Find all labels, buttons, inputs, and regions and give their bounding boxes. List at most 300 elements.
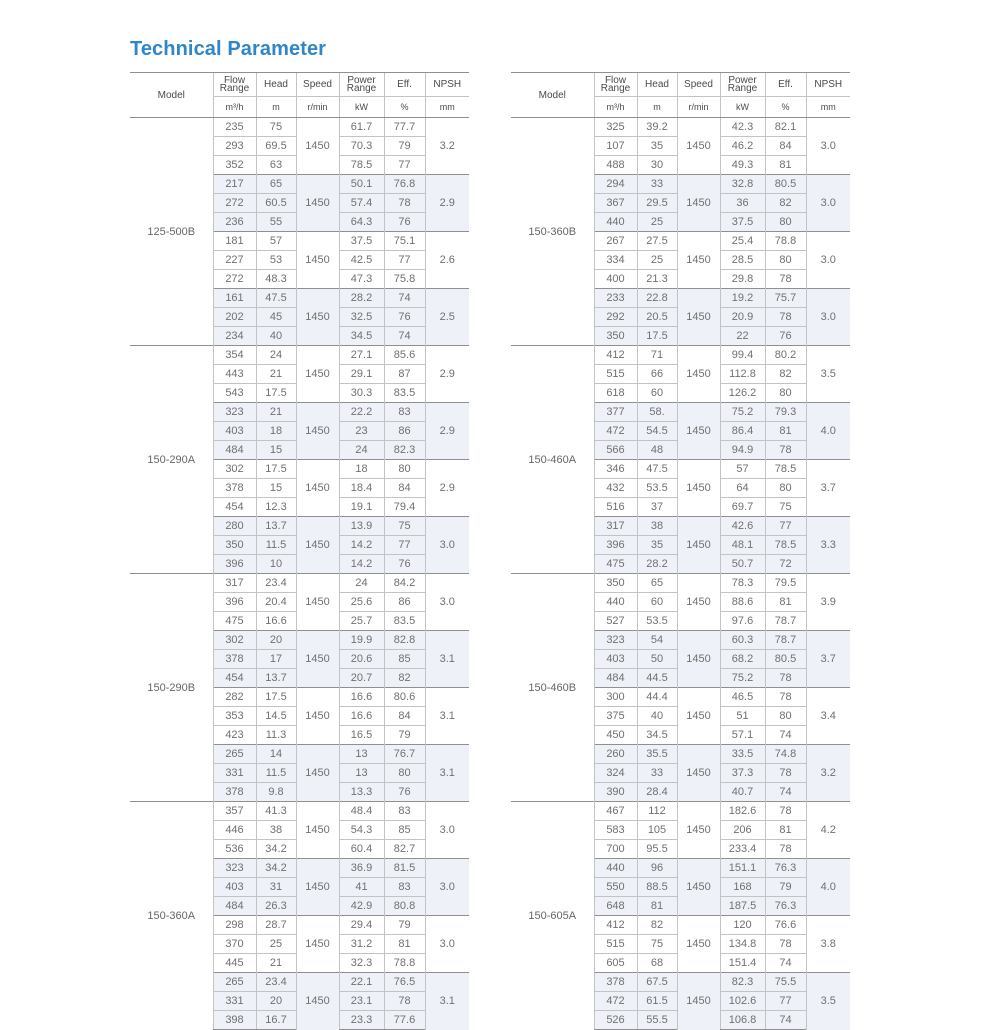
eff-value: 78.8: [765, 232, 806, 251]
power-value: 13: [339, 764, 384, 783]
power-value: 28.5: [720, 251, 765, 270]
eff-value: 75: [384, 517, 425, 536]
model-name: 125-500B: [130, 118, 213, 346]
power-value: 88.6: [720, 593, 765, 612]
flow-unit: m³/h: [213, 97, 256, 118]
eff-value: 80: [765, 707, 806, 726]
head-value: 11.5: [256, 764, 296, 783]
speed-value: 1450: [296, 745, 339, 802]
npsh-value: 4.0: [806, 859, 850, 916]
eff-value: 79: [384, 726, 425, 745]
power-value: 97.6: [720, 612, 765, 631]
head-value: 34.2: [256, 840, 296, 859]
flow-value: 317: [213, 574, 256, 593]
eff-value: 85: [384, 650, 425, 669]
head-value: 50: [637, 650, 677, 669]
eff-value: 81: [765, 156, 806, 175]
speed-value: 1450: [677, 289, 720, 346]
model-header: Model: [511, 73, 594, 118]
power-value: 40.7: [720, 783, 765, 802]
eff-value: 84: [765, 137, 806, 156]
power-value: 13.3: [339, 783, 384, 802]
eff-value: 80: [384, 764, 425, 783]
power-value: 49.3: [720, 156, 765, 175]
eff-value: 75.1: [384, 232, 425, 251]
head-value: 33: [637, 764, 677, 783]
flow-value: 440: [594, 859, 637, 878]
flow-value: 161: [213, 289, 256, 308]
head-value: 37: [637, 498, 677, 517]
head-value: 75: [256, 118, 296, 137]
eff-value: 81.5: [384, 859, 425, 878]
eff-unit: %: [765, 97, 806, 118]
head-unit: m: [256, 97, 296, 118]
power-value: 18.4: [339, 479, 384, 498]
flow-value: 323: [213, 859, 256, 878]
flow-value: 440: [594, 213, 637, 232]
power-value: 151.4: [720, 954, 765, 973]
power-value: 42.9: [339, 897, 384, 916]
head-value: 48: [637, 441, 677, 460]
flow-value: 236: [213, 213, 256, 232]
npsh-value: 2.9: [425, 346, 469, 403]
flow-value: 352: [213, 156, 256, 175]
head-header: Head: [637, 73, 677, 97]
head-value: 16.7: [256, 1011, 296, 1030]
speed-value: 1450: [296, 517, 339, 574]
head-value: 16.6: [256, 612, 296, 631]
eff-value: 75.5: [765, 973, 806, 992]
power-value: 31.2: [339, 935, 384, 954]
npsh-value: 2.9: [425, 175, 469, 232]
head-value: 21: [256, 365, 296, 384]
eff-value: 76: [384, 783, 425, 802]
head-value: 40: [637, 707, 677, 726]
flow-value: 423: [213, 726, 256, 745]
flow-value: 484: [213, 441, 256, 460]
npsh-value: 3.0: [806, 175, 850, 232]
flow-value: 280: [213, 517, 256, 536]
flow-value: 403: [213, 878, 256, 897]
head-value: 61.5: [637, 992, 677, 1011]
power-value: 29.8: [720, 270, 765, 289]
eff-value: 83: [384, 878, 425, 897]
eff-value: 78: [765, 441, 806, 460]
flow-value: 370: [213, 935, 256, 954]
head-value: 30: [637, 156, 677, 175]
power-value: 60.4: [339, 840, 384, 859]
power-value: 14.2: [339, 555, 384, 574]
power-value: 16.5: [339, 726, 384, 745]
head-value: 23.4: [256, 973, 296, 992]
head-value: 60: [637, 593, 677, 612]
power-value: 18: [339, 460, 384, 479]
head-value: 40: [256, 327, 296, 346]
power-value: 94.9: [720, 441, 765, 460]
table-row: [511, 118, 850, 137]
flow-value: 292: [594, 308, 637, 327]
power-value: 22.2: [339, 403, 384, 422]
flow-value: 390: [594, 783, 637, 802]
speed-unit: r/min: [296, 97, 339, 118]
power-value: 42.3: [720, 118, 765, 137]
power-value: 168: [720, 878, 765, 897]
power-value: 47.3: [339, 270, 384, 289]
head-value: 39.2: [637, 118, 677, 137]
eff-value: 81: [765, 821, 806, 840]
head-value: 20.5: [637, 308, 677, 327]
eff-header: Eff.: [384, 73, 425, 97]
flow-value: 700: [594, 840, 637, 859]
eff-value: 72: [765, 555, 806, 574]
head-value: 28.4: [637, 783, 677, 802]
head-value: 66: [637, 365, 677, 384]
npsh-value: 3.5: [806, 346, 850, 403]
eff-value: 76.5: [384, 973, 425, 992]
eff-value: 87: [384, 365, 425, 384]
power-value: 61.7: [339, 118, 384, 137]
npsh-value: 3.5: [806, 973, 850, 1030]
eff-value: 80: [765, 479, 806, 498]
eff-value: 74: [765, 783, 806, 802]
npsh-value: 3.1: [425, 973, 469, 1030]
head-value: 26.3: [256, 897, 296, 916]
npsh-value: 3.1: [425, 745, 469, 802]
flow-value: 445: [213, 954, 256, 973]
power-value: 23: [339, 422, 384, 441]
power-value: 28.2: [339, 289, 384, 308]
speed-value: 1450: [677, 973, 720, 1030]
flow-value: 378: [213, 479, 256, 498]
head-value: 60.5: [256, 194, 296, 213]
power-value: 32.8: [720, 175, 765, 194]
flow-value: 515: [594, 935, 637, 954]
eff-unit: %: [384, 97, 425, 118]
power-value: 102.6: [720, 992, 765, 1011]
npsh-unit: mm: [806, 97, 850, 118]
power-value: 19.1: [339, 498, 384, 517]
power-value: 46.2: [720, 137, 765, 156]
eff-value: 76: [765, 327, 806, 346]
flow-value: 325: [594, 118, 637, 137]
npsh-header: NPSH: [806, 73, 850, 97]
head-value: 24: [256, 346, 296, 365]
eff-value: 78: [765, 270, 806, 289]
eff-value: 83.5: [384, 384, 425, 403]
head-value: 67.5: [637, 973, 677, 992]
head-value: 53: [256, 251, 296, 270]
head-value: 38: [256, 821, 296, 840]
flow-value: 475: [213, 612, 256, 631]
power-value: 75.2: [720, 669, 765, 688]
head-value: 9.8: [256, 783, 296, 802]
flow-value: 484: [594, 669, 637, 688]
head-value: 71: [637, 346, 677, 365]
speed-value: 1450: [296, 232, 339, 289]
head-value: 25: [637, 213, 677, 232]
power-value: 48.4: [339, 802, 384, 821]
power-value: 126.2: [720, 384, 765, 403]
head-value: 47.5: [256, 289, 296, 308]
head-value: 14.5: [256, 707, 296, 726]
flow-value: 353: [213, 707, 256, 726]
flow-value: 350: [594, 574, 637, 593]
flow-value: 396: [213, 555, 256, 574]
head-value: 12.3: [256, 498, 296, 517]
flow-value: 323: [594, 631, 637, 650]
flow-value: 378: [213, 650, 256, 669]
flow-value: 265: [213, 973, 256, 992]
power-header: Power Range: [339, 73, 384, 97]
head-value: 28.2: [637, 555, 677, 574]
power-value: 22.1: [339, 973, 384, 992]
eff-value: 77: [765, 517, 806, 536]
eff-value: 82.1: [765, 118, 806, 137]
flow-value: 334: [594, 251, 637, 270]
speed-value: 1450: [677, 631, 720, 688]
eff-value: 81: [765, 422, 806, 441]
speed-value: 1450: [677, 745, 720, 802]
eff-value: 76.7: [384, 745, 425, 764]
npsh-value: 3.0: [806, 118, 850, 175]
head-value: 54: [637, 631, 677, 650]
flow-value: 396: [594, 536, 637, 555]
power-value: 75.2: [720, 403, 765, 422]
flow-value: 202: [213, 308, 256, 327]
flow-value: 302: [213, 631, 256, 650]
eff-value: 77: [765, 992, 806, 1011]
head-value: 75: [637, 935, 677, 954]
flow-value: 350: [594, 327, 637, 346]
speed-value: 1450: [296, 688, 339, 745]
flow-value: 648: [594, 897, 637, 916]
eff-value: 79: [384, 137, 425, 156]
flow-header: Flow Range: [213, 73, 256, 97]
eff-value: 85: [384, 821, 425, 840]
head-value: 58.: [637, 403, 677, 422]
npsh-value: 3.0: [425, 517, 469, 574]
power-value: 37.5: [720, 213, 765, 232]
power-value: 206: [720, 821, 765, 840]
power-value: 13.9: [339, 517, 384, 536]
power-value: 112.8: [720, 365, 765, 384]
model-header: Model: [130, 73, 213, 118]
npsh-value: 3.0: [425, 859, 469, 916]
head-value: 55.5: [637, 1011, 677, 1030]
head-value: 22.8: [637, 289, 677, 308]
power-value: 20.9: [720, 308, 765, 327]
flow-value: 403: [213, 422, 256, 441]
flow-value: 450: [594, 726, 637, 745]
npsh-value: 3.7: [806, 631, 850, 688]
eff-value: 86: [384, 593, 425, 612]
npsh-value: 4.0: [806, 403, 850, 460]
flow-value: 475: [594, 555, 637, 574]
head-value: 38: [637, 517, 677, 536]
head-value: 28.7: [256, 916, 296, 935]
eff-value: 78: [765, 802, 806, 821]
eff-value: 74: [384, 289, 425, 308]
power-value: 33.5: [720, 745, 765, 764]
eff-value: 82.3: [384, 441, 425, 460]
eff-value: 79.4: [384, 498, 425, 517]
power-value: 60.3: [720, 631, 765, 650]
power-value: 32.5: [339, 308, 384, 327]
flow-value: 282: [213, 688, 256, 707]
power-value: 57.1: [720, 726, 765, 745]
eff-value: 75.8: [384, 270, 425, 289]
eff-value: 80.6: [384, 688, 425, 707]
parameter-table-left: [130, 72, 469, 1030]
speed-value: 1450: [296, 916, 339, 973]
eff-value: 83: [384, 802, 425, 821]
speed-value: 1450: [677, 517, 720, 574]
flow-value: 412: [594, 346, 637, 365]
eff-value: 82: [765, 365, 806, 384]
power-value: 29.1: [339, 365, 384, 384]
power-value: 134.8: [720, 935, 765, 954]
eff-value: 78.5: [765, 460, 806, 479]
head-value: 34.2: [256, 859, 296, 878]
model-name: 150-290B: [130, 574, 213, 802]
flow-value: 267: [594, 232, 637, 251]
flow-value: 346: [594, 460, 637, 479]
eff-value: 80.8: [384, 897, 425, 916]
power-value: 50.1: [339, 175, 384, 194]
flow-value: 272: [213, 270, 256, 289]
parameter-table-right: [511, 72, 850, 1030]
speed-value: 1450: [296, 802, 339, 859]
flow-value: 357: [213, 802, 256, 821]
flow-value: 293: [213, 137, 256, 156]
flow-value: 403: [594, 650, 637, 669]
power-value: 36: [720, 194, 765, 213]
speed-value: 1450: [296, 403, 339, 460]
head-value: 35: [637, 137, 677, 156]
table-row: [130, 118, 469, 137]
power-value: 69.7: [720, 498, 765, 517]
npsh-value: 3.8: [806, 916, 850, 973]
head-value: 57: [256, 232, 296, 251]
head-value: 29.5: [637, 194, 677, 213]
flow-value: 378: [594, 973, 637, 992]
head-value: 14: [256, 745, 296, 764]
eff-value: 84: [384, 707, 425, 726]
head-value: 21: [256, 954, 296, 973]
head-value: 81: [637, 897, 677, 916]
head-value: 15: [256, 479, 296, 498]
head-value: 88.5: [637, 878, 677, 897]
eff-value: 86: [384, 422, 425, 441]
flow-value: 107: [594, 137, 637, 156]
head-value: 60: [637, 384, 677, 403]
npsh-value: 3.7: [806, 460, 850, 517]
head-value: 27.5: [637, 232, 677, 251]
table-row: [130, 802, 469, 821]
eff-value: 76.6: [765, 916, 806, 935]
head-value: 41.3: [256, 802, 296, 821]
eff-value: 78: [765, 669, 806, 688]
head-value: 20: [256, 631, 296, 650]
power-value: 30.3: [339, 384, 384, 403]
head-value: 23.4: [256, 574, 296, 593]
eff-value: 76.3: [765, 859, 806, 878]
flow-value: 396: [213, 593, 256, 612]
flow-value: 583: [594, 821, 637, 840]
eff-value: 78: [765, 308, 806, 327]
npsh-value: 3.1: [425, 688, 469, 745]
head-value: 45: [256, 308, 296, 327]
eff-value: 77.6: [384, 1011, 425, 1030]
flow-value: 265: [213, 745, 256, 764]
head-value: 25: [256, 935, 296, 954]
flow-value: 272: [213, 194, 256, 213]
power-value: 22: [720, 327, 765, 346]
power-value: 29.4: [339, 916, 384, 935]
npsh-value: 3.4: [806, 688, 850, 745]
table-row: [511, 346, 850, 365]
npsh-value: 3.2: [806, 745, 850, 802]
power-value: 24: [339, 441, 384, 460]
speed-header: Speed: [677, 73, 720, 97]
power-value: 82.3: [720, 973, 765, 992]
head-header: Head: [256, 73, 296, 97]
eff-value: 83: [384, 403, 425, 422]
eff-value: 84: [384, 479, 425, 498]
flow-value: 618: [594, 384, 637, 403]
power-value: 151.1: [720, 859, 765, 878]
eff-value: 78: [765, 935, 806, 954]
power-value: 182.6: [720, 802, 765, 821]
npsh-value: 2.5: [425, 289, 469, 346]
speed-unit: r/min: [677, 97, 720, 118]
flow-value: 488: [594, 156, 637, 175]
eff-value: 78.7: [765, 612, 806, 631]
head-value: 68: [637, 954, 677, 973]
npsh-value: 3.3: [806, 517, 850, 574]
flow-value: 234: [213, 327, 256, 346]
power-value: 23.1: [339, 992, 384, 1011]
head-value: 34.5: [637, 726, 677, 745]
eff-value: 77: [384, 536, 425, 555]
eff-value: 84.2: [384, 574, 425, 593]
flow-value: 181: [213, 232, 256, 251]
flow-value: 467: [594, 802, 637, 821]
eff-value: 77.7: [384, 118, 425, 137]
head-value: 35: [637, 536, 677, 555]
head-value: 13.7: [256, 669, 296, 688]
head-value: 69.5: [256, 137, 296, 156]
speed-value: 1450: [677, 574, 720, 631]
head-value: 17.5: [256, 460, 296, 479]
flow-value: 516: [594, 498, 637, 517]
flow-value: 233: [594, 289, 637, 308]
eff-value: 74.8: [765, 745, 806, 764]
power-value: 106.8: [720, 1011, 765, 1030]
head-value: 15: [256, 441, 296, 460]
head-value: 65: [637, 574, 677, 593]
power-value: 25.4: [720, 232, 765, 251]
flow-value: 566: [594, 441, 637, 460]
eff-value: 78.8: [384, 954, 425, 973]
power-value: 27.1: [339, 346, 384, 365]
model-name: 150-460A: [511, 346, 594, 574]
head-value: 21.3: [637, 270, 677, 289]
head-unit: m: [637, 97, 677, 118]
eff-value: 77: [384, 156, 425, 175]
power-value: 25.6: [339, 593, 384, 612]
model-name: 150-460B: [511, 574, 594, 802]
